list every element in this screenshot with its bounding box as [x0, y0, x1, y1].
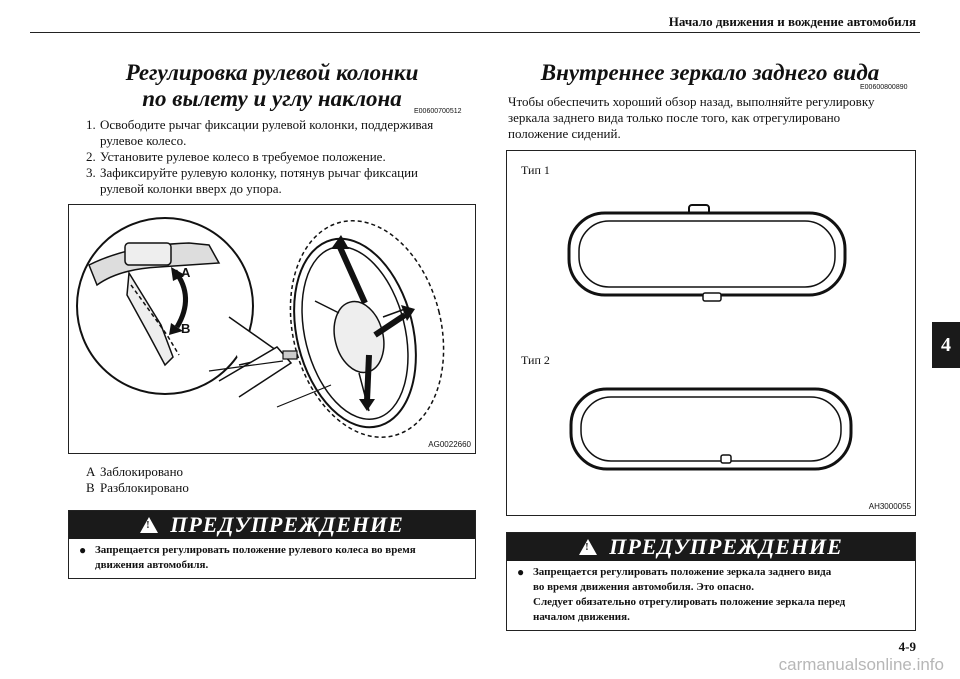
left-section-code: E00600700512 [414, 108, 462, 115]
right-section-code: E00600800890 [860, 84, 908, 91]
left-warning-box [68, 510, 476, 579]
bullet-icon: ● [517, 565, 525, 579]
warning-triangle-icon: ! [579, 539, 597, 555]
running-header: Начало движения и вождение автомобиля [668, 14, 916, 29]
right-warning-title: ПРЕДУПРЕЖДЕНИЕ [609, 534, 843, 559]
right-warning-header [507, 533, 915, 561]
watermark: carmanualsonline.info [778, 655, 944, 674]
mirror-illustration [507, 151, 915, 515]
left-warning-title: ПРЕДУПРЕЖДЕНИЕ [170, 512, 404, 537]
chapter-tab: 4 [932, 322, 960, 368]
mirror-intro-paragraph: Чтобы обеспечить хороший обзор назад, выполняйте регулировку зеркала заднего вида только после того, как отрегулировано положение сидений. [508, 94, 875, 141]
left-title-line1: Регулировка рулевой колонки [125, 60, 419, 85]
bullet-icon: ● [79, 543, 87, 557]
left-warning-body: ● Запрещается регулировать положение рулевого колеса во время движения автомобиля. [79, 543, 416, 571]
step-2: 2. Установите рулевое колесо в требуемое положение. [86, 149, 386, 164]
steering-illustration [69, 205, 475, 453]
steering-figure-code: AG0022660 [428, 440, 471, 449]
header-rule [30, 32, 920, 33]
page-number: 4-9 [898, 639, 916, 654]
right-warning-body: ● Запрещается регулировать положение зеркала заднего вида во время движения автомобиля. Это опасно. Следует обязательно отрегулировать положение зеркала перед началом движения. [517, 565, 846, 623]
figure-label-b: B [181, 321, 191, 336]
left-title-line2: по вылету и углу наклона [142, 86, 402, 111]
steering-column-figure [68, 204, 476, 454]
legend-item-b: B Разблокировано [86, 480, 189, 495]
mirror-figure [506, 150, 916, 516]
legend-item-a: A Заблокировано [86, 464, 184, 479]
figure-legend [86, 464, 189, 496]
warning-triangle-icon: ! [140, 517, 158, 533]
step-3: 3. Зафиксируйте рулевую колонку, потянув рычаг фиксации рулевой колонки вверх до упора. [86, 165, 418, 196]
left-warning-header [69, 511, 475, 539]
step-1: 1. Освободите рычаг фиксации рулевой колонки, поддерживая рулевое колесо. [86, 117, 434, 148]
right-warning-box [506, 532, 916, 631]
left-section-title [70, 60, 474, 112]
mirror-type1-label: Тип 1 [521, 163, 550, 177]
mirror-figure-code: AH3000055 [868, 502, 911, 511]
figure-label-a: A [181, 265, 191, 280]
mirror-type2-label: Тип 2 [521, 353, 550, 367]
steps-list [86, 117, 486, 197]
right-section-title: Внутреннее зеркало заднего вида [540, 60, 880, 85]
